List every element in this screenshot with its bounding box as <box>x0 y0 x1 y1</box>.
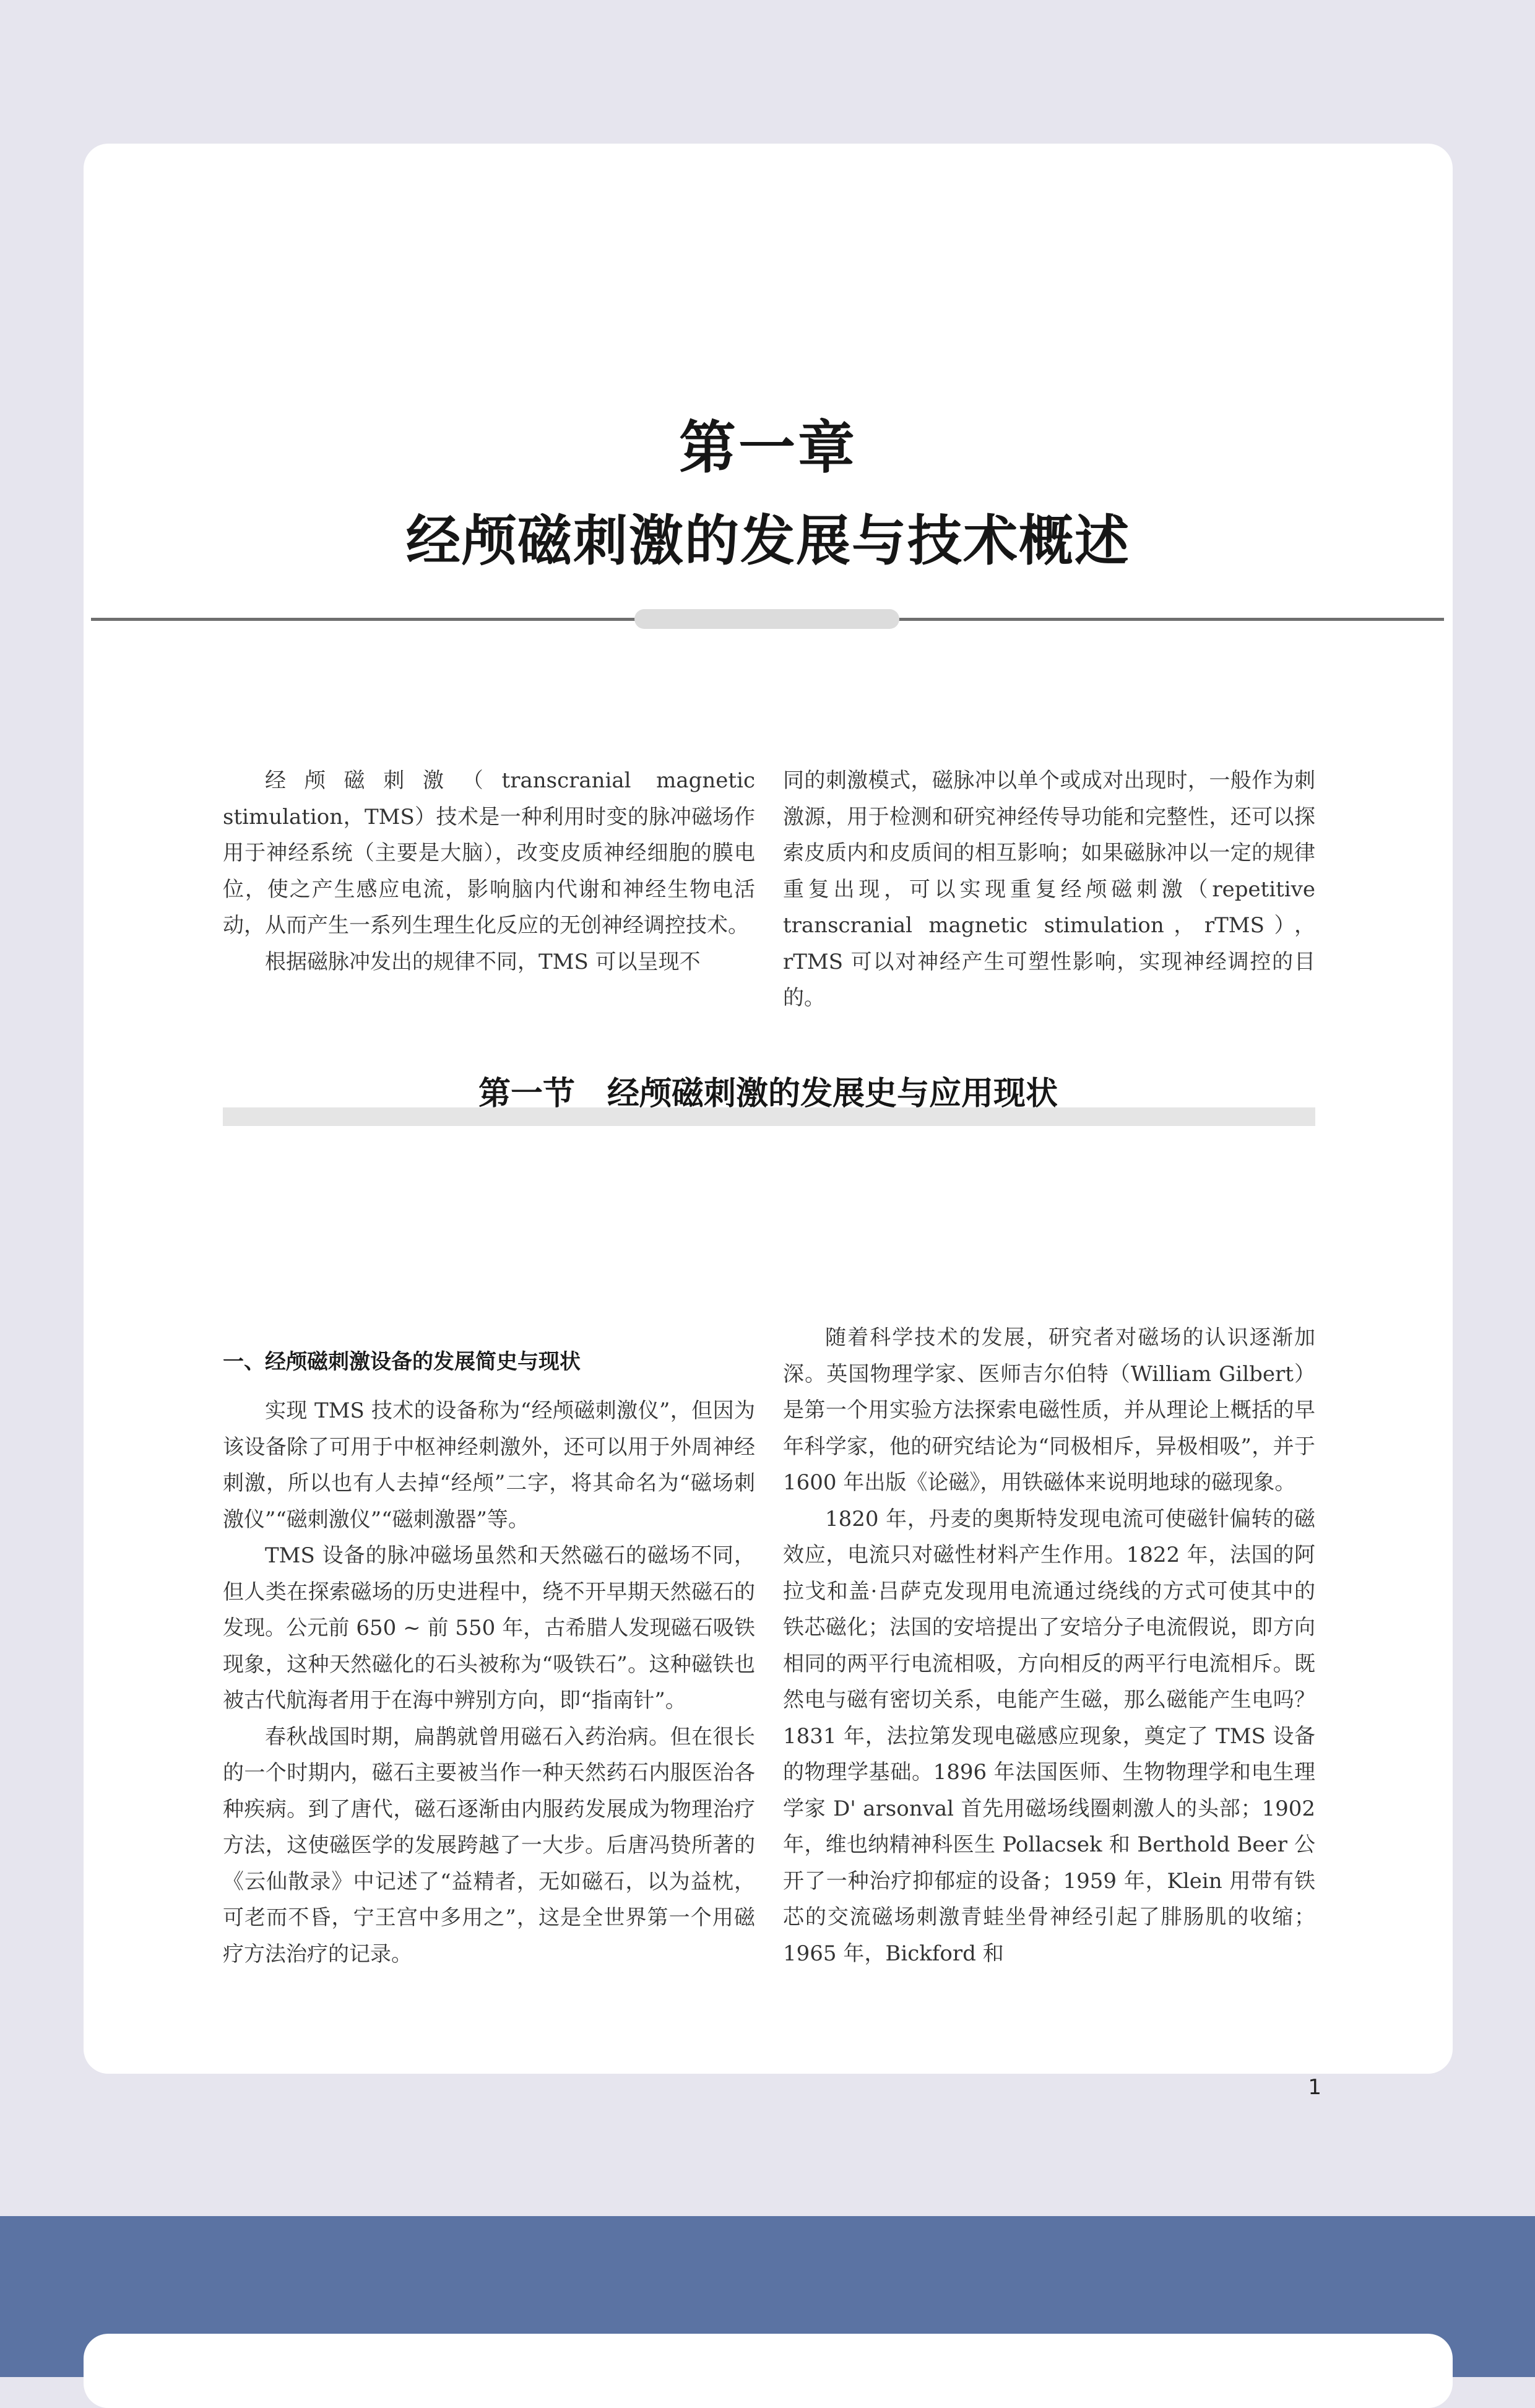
intro-paragraph: 根据磁脉冲发出的规律不同，TMS 可以呈现不 <box>265 949 701 974</box>
body-paragraph: 春秋战国时期，扁鹊就曾用磁石入药治病。但在很长的一个时期内，磁石主要被当作一种天然药石内服医治各种疾病。到了唐代，磁石逐渐由内服药发展成为物理治疗方法，这使磁医学的发展跨越了一大步。后唐冯贽所著的《云仙散录》中记述了“益精者，无如磁石，以为益枕，可老而不昏，宁王宫中多用之”，这是全世界第一个用磁疗方法治疗的记录。 <box>223 1724 755 1967</box>
next-page-card <box>84 2334 1453 2408</box>
intro-paragraph: 经颅磁刺激（transcranial magnetic stimulation，TMS）技术是一种利用时变的脉冲磁场作用于神经系统（主要是大脑），改变皮质神经细胞的膜电位，使之产生感应电流，影响脑内代谢和神经生物电活动，从而产生一系列生理生化反应的无创神经调控技术。 <box>223 768 755 938</box>
body-paragraph: 实现 TMS 技术的设备称为“经颅磁刺激仪”，但因为该设备除了可用于中枢神经刺激外，还可以用于外周神经刺激，所以也有人去掉“经颅”二字，将其命名为“磁场刺激仪”“磁刺激仪”“磁刺激器”等。 <box>223 1398 755 1532</box>
book-page <box>84 144 1453 2100</box>
intro-column-right <box>783 763 1315 1016</box>
intro-column-left <box>223 763 755 980</box>
section-title: 第一节 经颅磁刺激的发展史与应用现状 <box>478 1075 1058 1112</box>
page-number: 1 <box>1308 2075 1321 2100</box>
body-column-left <box>223 1393 755 1972</box>
chapter-title: 经颅磁刺激的发展与技术概述 <box>405 509 1130 573</box>
body-column-right <box>783 1320 1315 1972</box>
divider-ornament <box>634 609 899 629</box>
subsection-heading: 一、经颅磁刺激设备的发展简史与现状 <box>223 1349 581 1374</box>
body-paragraph: 随着科学技术的发展，研究者对磁场的认识逐渐加深。英国物理学家、医师吉尔伯特（William Gilbert）是第一个用实验方法探索电磁性质，并从理论上概括的早年科学家，他的研究结论为“同极相斥，异极相吸”，并于 1600 年出版《论磁》，用铁磁体来说明地球的磁现象。 <box>783 1325 1315 1495</box>
body-paragraph: 1820 年，丹麦的奥斯特发现电流可使磁针偏转的磁效应，电流只对磁性材料产生作用。1822 年，法国的阿拉戈和盖·吕萨克发现用电流通过绕线的方式可使其中的铁芯磁化；法国的安培提出了安培分子电流假说，即方向相同的两平行电流相吸，方向相反的两平行电流相斥。既然电与磁有密切关系，电能产生磁，那么磁能产生电吗？1831 年，法拉第发现电磁感应现象，奠定了 TMS 设备的物理学基础。1896 年法国医师、生物物理学和电生理学家 D' arsonval 首先用磁场线圈刺激人的头部；1902 年，维也纳精神科医生 Pollacsek 和 Berthold Beer 公开了一种治疗抑郁症的设备；1959 年，Klein 用带有铁芯的交流磁场刺激青蛙坐骨神经引起了腓肠肌的收缩；1965 年，Bickford 和 <box>783 1506 1315 1966</box>
chapter-number: 第一章 <box>678 415 857 481</box>
intro-paragraph: 同的刺激模式，磁脉冲以单个或成对出现时，一般作为刺激源，用于检测和研究神经传导功能和完整性，还可以探索皮质内和皮质间的相互影响；如果磁脉冲以一定的规律重复出现，可以实现重复经颅磁刺激（repetitive transcranial magnetic stimulation，rTMS），rTMS 可以对神经产生可塑性影响，实现神经调控的目的。 <box>783 768 1315 1010</box>
body-paragraph: TMS 设备的脉冲磁场虽然和天然磁石的磁场不同，但人类在探索磁场的历史进程中，绕不开早期天然磁石的发现。公元前 650 ~ 前 550 年，古希腊人发现磁石吸铁现象，这种天然磁化的石头被称为“吸铁石”。这种磁铁也被古代航海者用于在海中辨别方向，即“指南针”。 <box>223 1543 755 1713</box>
